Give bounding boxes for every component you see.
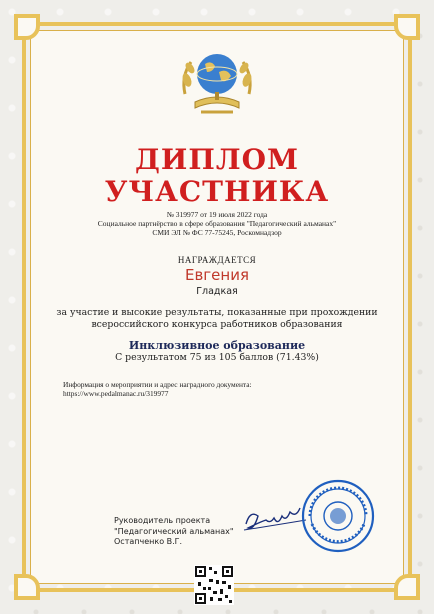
recipient-first-name: Евгения bbox=[184, 266, 249, 284]
diploma-subtitle: УЧАСТНИКА bbox=[104, 175, 330, 208]
frame-corner-ornament bbox=[394, 574, 420, 600]
certificate-number: № 319977 от 19 июля 2022 года bbox=[166, 210, 268, 219]
recipient-last-name: Гладкая bbox=[196, 286, 238, 297]
signer-organization: "Педагогический альманах" bbox=[114, 526, 234, 536]
frame-corner-ornament bbox=[14, 574, 40, 600]
registration-line: СМИ ЭЛ № ФС 77-75245, Роскомнадзор bbox=[152, 228, 282, 237]
globe-book-laurel-icon bbox=[177, 42, 257, 122]
signer-role: Руководитель проекта bbox=[114, 516, 211, 525]
award-description-line: всероссийского конкурса работников образования bbox=[91, 319, 343, 330]
awarded-label: НАГРАЖДАЕТСЯ bbox=[177, 255, 257, 265]
signer-name: Остапченко В.Г. bbox=[114, 537, 183, 546]
qr-code-icon[interactable] bbox=[194, 565, 234, 605]
diploma-title: ДИПЛОМ bbox=[135, 143, 299, 176]
publisher-line: Социальное партнёрство в сфере образования "Педагогический альманах" bbox=[97, 219, 337, 228]
contest-result: С результатом 75 из 105 баллов (71.43%) bbox=[115, 352, 319, 363]
contest-subject: Инклюзивное образование bbox=[128, 339, 306, 352]
seal-stamp-icon bbox=[300, 478, 376, 554]
frame-corner-ornament bbox=[394, 14, 420, 40]
document-url[interactable]: https://www.pedalmanac.ru/319977 bbox=[63, 389, 169, 398]
award-description-line: за участие и высокие результаты, показанные при прохождении bbox=[56, 307, 378, 318]
info-label: Информация о мероприятии и адрес наградного документа: bbox=[63, 380, 252, 389]
